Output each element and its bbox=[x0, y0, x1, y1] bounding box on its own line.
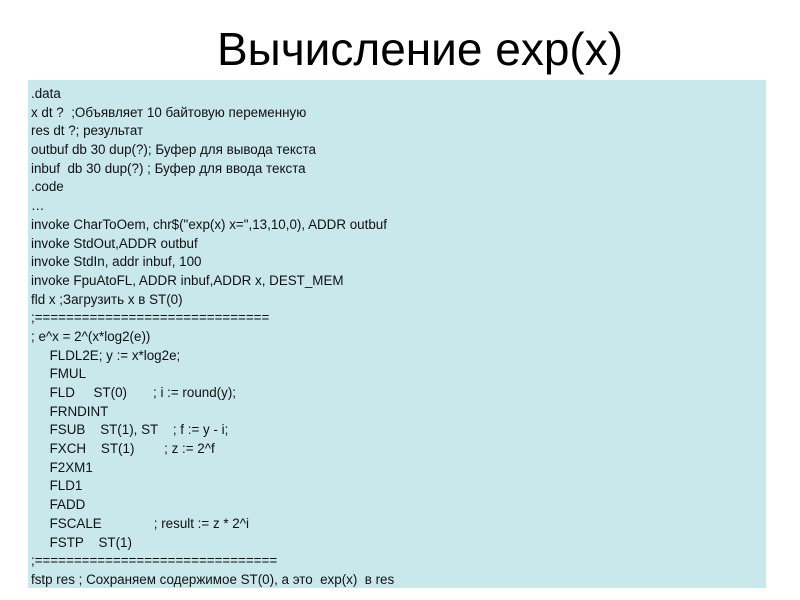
code-line: FLD ST(0) ; i := round(y); bbox=[31, 385, 236, 400]
code-line: fstp res ; Сохраняем содержимое ST(0), а это exp(x) в res bbox=[31, 571, 395, 587]
code-line: outbuf db 30 dup(?); Буфер для вывода текста bbox=[31, 142, 316, 158]
code-line: ;=============================== bbox=[31, 553, 278, 569]
code-line: FLD1 bbox=[31, 478, 83, 494]
code-line: FMUL bbox=[31, 366, 87, 382]
code-line: invoke StdOut,ADDR outbuf bbox=[31, 235, 198, 251]
code-line: FRNDINT bbox=[31, 403, 109, 419]
code-line: fld x ;Загрузить x в ST(0) bbox=[31, 291, 183, 307]
code-line: x dt ? ;Объявляет 10 байтовую переменную bbox=[31, 104, 307, 120]
code-line: inbuf db 30 dup(?) ; Буфер для ввода текста bbox=[31, 160, 306, 176]
code-line: invoke FpuAtoFL, ADDR inbuf,ADDR x, DEST_MEM bbox=[31, 272, 344, 288]
code-line: ; e^x = 2^(x*log2(e)) bbox=[31, 328, 151, 344]
code-line: F2XM1 bbox=[31, 459, 93, 475]
code-listing bbox=[28, 80, 766, 588]
code-line: ;============================== bbox=[31, 310, 270, 326]
code-line: .data bbox=[31, 86, 61, 101]
code-line: FADD bbox=[31, 497, 86, 513]
code-line: FLDL2E; y := x*log2e; bbox=[31, 347, 181, 363]
code-line: FXCH ST(1) ; z := 2^f bbox=[31, 441, 215, 457]
slide-title: Вычисление exp(x) bbox=[216, 23, 624, 75]
code-line: … bbox=[31, 198, 45, 214]
code-line: invoke StdIn, addr inbuf, 100 bbox=[31, 254, 202, 270]
code-line: FSUB ST(1), ST ; f := y - i; bbox=[31, 422, 229, 438]
code-line: FSCALE ; result := z * 2^i bbox=[31, 515, 249, 531]
code-line: res dt ?; результат bbox=[31, 123, 144, 139]
code-line: invoke CharToOem, chr$("exp(x) x=",13,10,0), ADDR outbuf bbox=[31, 216, 387, 232]
code-line: FSTP ST(1) bbox=[31, 534, 132, 550]
code-line: .code bbox=[31, 179, 64, 195]
